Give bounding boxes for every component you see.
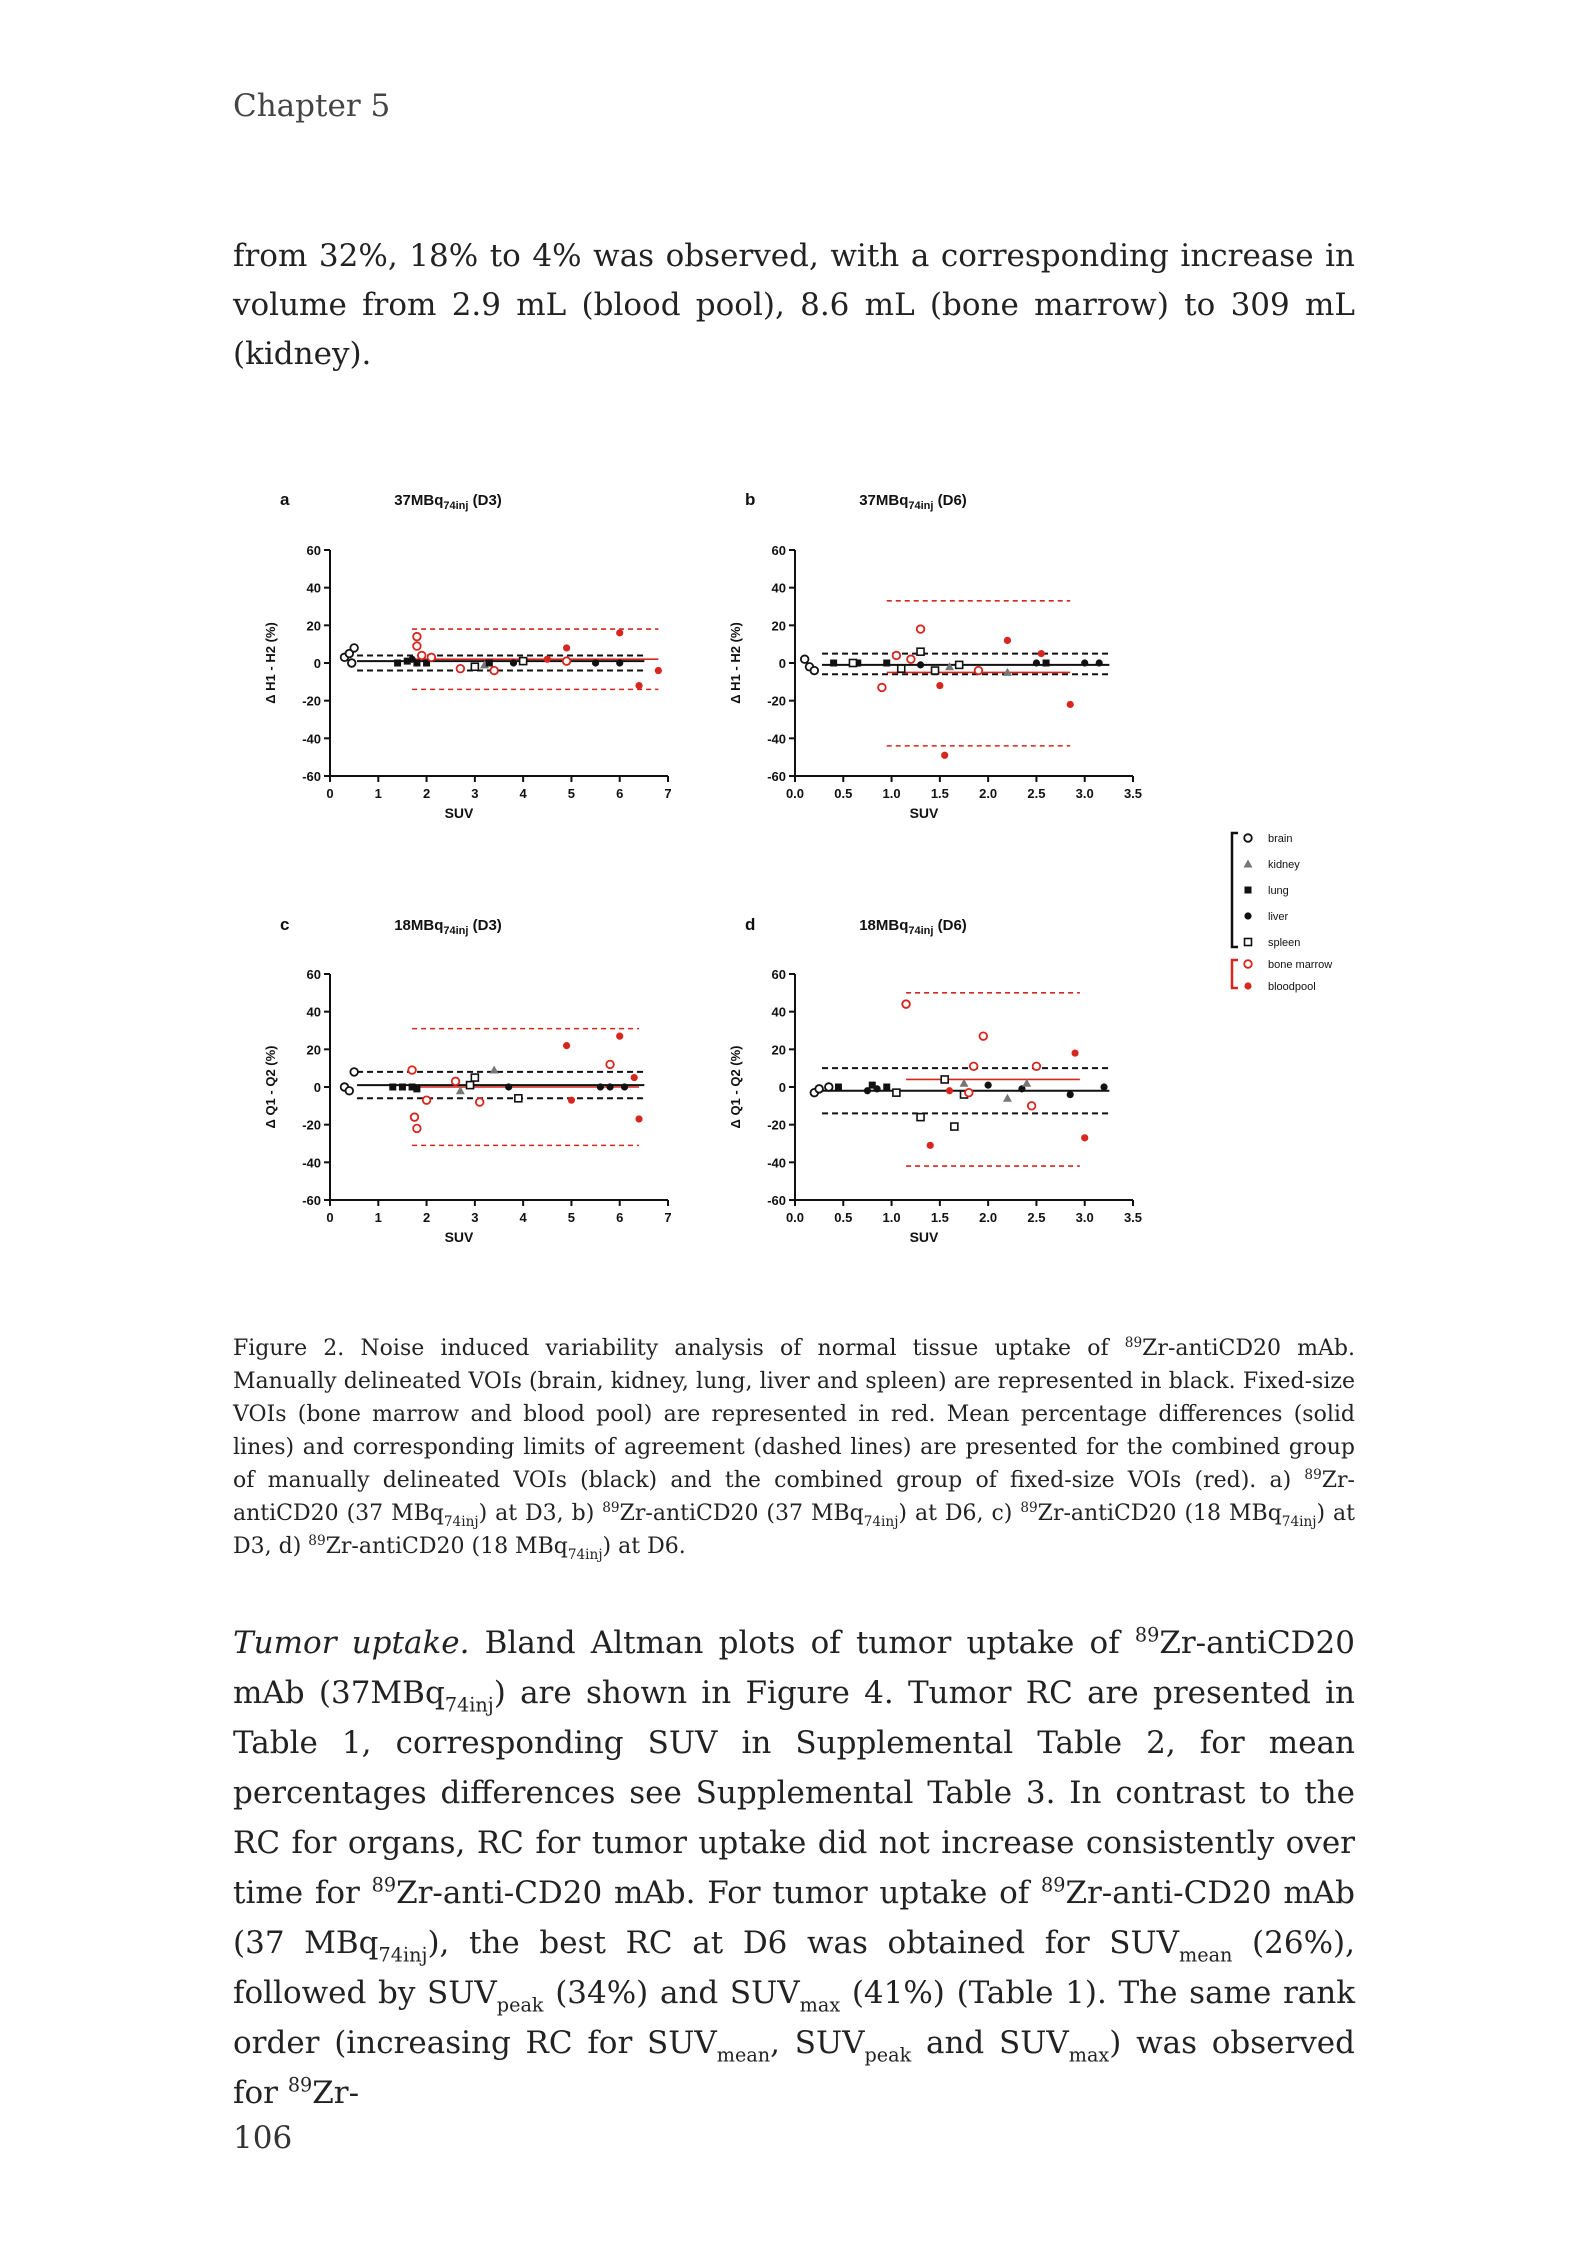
brain-point	[825, 1083, 833, 1091]
panel-a	[263, 490, 672, 821]
caption-text: Figure 2. Noise induced variability analysis of normal tissue uptake of	[233, 1336, 1125, 1361]
x-tick-label: 1.5	[930, 1210, 949, 1225]
lung-point	[413, 1085, 420, 1092]
panel-title-main: 18MBq	[394, 917, 444, 934]
panel-title	[859, 917, 967, 937]
x-tick-label: 7	[664, 1210, 672, 1225]
lung-point	[883, 1084, 890, 1091]
para-sub: peak	[496, 1993, 544, 2017]
panel-title	[394, 917, 502, 937]
y-tick-label: -20	[302, 693, 321, 709]
legend-bracket-manual	[1232, 833, 1238, 947]
legend-label: kidney	[1268, 859, 1300, 871]
legend-label: bloodpool	[1268, 981, 1316, 993]
marrow-point	[1028, 1102, 1036, 1110]
y-axis-label: Δ Q1 - Q2 (%)	[263, 1045, 278, 1129]
liver-point	[1081, 659, 1088, 666]
para-sup: 89	[371, 1873, 397, 1897]
liver-point	[864, 1087, 871, 1094]
blood-point	[635, 1115, 642, 1122]
para-text: Bland Altman plots of tumor uptake of	[469, 1625, 1135, 1661]
panel-letter: b	[745, 490, 756, 509]
caption-sub: 74inj	[1281, 1514, 1317, 1531]
x-tick-label: 6	[616, 786, 624, 801]
para-sup: 89	[287, 2073, 313, 2097]
panel-title-sub: 74inj	[443, 500, 469, 512]
marrow-point	[1244, 960, 1252, 968]
y-tick-label: -60	[302, 1193, 321, 1208]
kidney-point	[1003, 1094, 1012, 1102]
lung-point	[835, 1084, 842, 1091]
marrow-point	[413, 1125, 421, 1133]
marrow-point	[418, 652, 426, 660]
brain-point	[1244, 834, 1252, 842]
para-sub: mean	[716, 2043, 771, 2067]
para-text: and SUV	[911, 2025, 1069, 2061]
legend-label: lung	[1268, 885, 1289, 897]
panel-title	[394, 492, 502, 512]
marrow-point	[411, 1113, 419, 1121]
panel-title-main: 18MBq	[859, 917, 909, 934]
body-paragraph-2	[233, 1618, 1355, 2118]
para-text: (34%) and SUV	[543, 1975, 800, 2011]
marrow-point	[965, 1089, 973, 1097]
marrow-point	[490, 667, 498, 675]
y-tick-label: 40	[771, 1004, 786, 1020]
para-sub: 74inj	[378, 1943, 428, 1967]
spleen-point	[849, 660, 856, 667]
blood-point	[1038, 650, 1045, 657]
blood-point	[1004, 637, 1011, 644]
spleen-point	[471, 663, 478, 670]
marrow-point	[907, 655, 915, 663]
liver-point	[1096, 659, 1103, 666]
y-tick-label: -60	[767, 769, 786, 784]
para-text: ) was observed for	[233, 2025, 1356, 2111]
brain-point	[350, 1068, 358, 1076]
y-tick-label: -20	[767, 1117, 786, 1133]
blood-point	[568, 1097, 575, 1104]
marrow-point	[893, 652, 901, 660]
x-tick-label: 5	[567, 786, 576, 801]
x-tick-label: 1	[374, 786, 382, 801]
running-header: Chapter 5	[233, 88, 391, 124]
y-tick-label: -20	[767, 693, 786, 709]
x-tick-label: 0	[326, 786, 334, 801]
liver-point	[621, 1083, 628, 1090]
y-tick-label: -40	[767, 731, 786, 747]
body-paragraph-1: from 32%, 18% to 4% was observed, with a corresponding increase in volume from 2.9 mL (blood pool), 8.6 mL (bone marrow) to 309 mL (kidney).	[233, 238, 1355, 372]
x-tick-label: 2.5	[1027, 786, 1046, 801]
y-tick-label: 20	[306, 1042, 321, 1058]
panel-title-suffix: (D3)	[468, 492, 502, 509]
y-tick-label: 60	[306, 543, 321, 558]
y-tick-label: -60	[767, 1193, 786, 1208]
marrow-point	[917, 625, 925, 633]
x-tick-label: 0.5	[834, 786, 853, 801]
marrow-point	[902, 1000, 910, 1008]
panel-title-suffix: (D3)	[468, 917, 502, 934]
para-sub: 74inj	[444, 1693, 494, 1717]
spleen-point	[951, 1123, 958, 1130]
para-text: , SUV	[770, 2025, 865, 2061]
marrow-point	[413, 642, 421, 650]
liver-point	[597, 1083, 604, 1090]
caption-text: Zr-antiCD20 (18 MBq	[1037, 1501, 1282, 1526]
y-tick-label: 60	[306, 967, 321, 982]
marrow-point	[975, 667, 983, 675]
brain-point	[801, 655, 809, 663]
liver-point	[616, 659, 623, 666]
marrow-point	[413, 633, 421, 641]
y-axis-label: Δ Q1 - Q2 (%)	[728, 1045, 743, 1129]
para-text: Zr-anti-CD20 mAb (37 MBq	[233, 1875, 1355, 1961]
para-text: (41%) (Table 1). The same rank order (increasing RC for SUV	[233, 1975, 1355, 2061]
para-sub: max	[799, 1993, 841, 2017]
panel-letter: a	[280, 490, 290, 509]
blood-point	[1081, 1134, 1088, 1141]
x-axis-label: SUV	[909, 805, 939, 821]
marrow-point	[980, 1032, 988, 1040]
liver-point	[505, 1083, 512, 1090]
x-tick-label: 0.0	[785, 1210, 805, 1225]
x-axis-label: SUV	[909, 1229, 939, 1245]
legend-label: spleen	[1268, 937, 1301, 949]
spleen-point	[917, 1114, 924, 1121]
spleen-point	[520, 658, 527, 665]
x-tick-label: 3.5	[1123, 1210, 1143, 1225]
legend-bracket-fixed	[1232, 960, 1238, 988]
panel-letter: c	[280, 915, 290, 934]
spleen-point	[893, 1089, 900, 1096]
x-tick-label: 1	[374, 1210, 382, 1225]
kidney-point	[490, 1066, 499, 1074]
x-tick-label: 0.5	[834, 1210, 853, 1225]
y-tick-label: 60	[771, 967, 786, 982]
caption-sup: 89	[1124, 1334, 1143, 1351]
x-tick-label: 1.0	[882, 786, 901, 801]
caption-sup: 89	[1304, 1466, 1322, 1483]
panel-title-sub: 74inj	[908, 925, 934, 937]
panel-title	[859, 492, 967, 512]
panel-title-sub: 74inj	[908, 500, 934, 512]
liver-point	[606, 1083, 613, 1090]
blood-point	[544, 656, 551, 663]
blood-point	[1071, 1050, 1078, 1057]
x-tick-label: 4	[519, 1210, 527, 1225]
blood-point	[1244, 982, 1251, 989]
para-text: Zr-anti-CD20 mAb. For tumor uptake of	[396, 1875, 1041, 1911]
y-tick-label: 0	[313, 656, 321, 671]
marrow-point	[606, 1061, 614, 1069]
x-axis-label: SUV	[444, 1229, 474, 1245]
lung-point	[389, 1084, 396, 1091]
y-tick-label: -40	[302, 1155, 321, 1171]
marrow-point	[452, 1078, 460, 1086]
x-tick-label: 7	[664, 786, 672, 801]
marrow-point	[970, 1062, 978, 1070]
liver-point	[592, 659, 599, 666]
para-text: (26%), followed by SUV	[233, 1925, 1355, 2011]
liver-point	[1100, 1083, 1107, 1090]
blood-point	[635, 682, 642, 689]
lung-point	[830, 660, 837, 667]
panel-title-main: 37MBq	[394, 492, 444, 509]
spleen-point	[1245, 939, 1252, 946]
blood-point	[927, 1142, 934, 1149]
panel-letter: d	[745, 915, 756, 934]
lung-point	[1043, 660, 1050, 667]
lung-point	[883, 660, 890, 667]
liver-point	[1244, 912, 1251, 919]
paragraph-lead: Tumor uptake.	[233, 1625, 470, 1661]
y-tick-label: 20	[306, 618, 321, 634]
caption-text: ) at D3, d)	[233, 1501, 1355, 1559]
caption-sup: 89	[308, 1532, 326, 1549]
brain-point	[811, 667, 819, 675]
blood-point	[946, 1087, 953, 1094]
para-sup: 89	[1134, 1623, 1160, 1647]
liver-point	[985, 1082, 992, 1089]
y-axis-label: Δ H1 - H2 (%)	[728, 622, 743, 704]
brain-point	[815, 1085, 823, 1093]
liver-point	[408, 656, 415, 663]
x-tick-label: 3	[471, 786, 479, 801]
spleen-point	[941, 1076, 948, 1083]
lung-point	[394, 660, 401, 667]
page-number: 106	[233, 2120, 293, 2156]
caption-sup: 89	[602, 1499, 620, 1516]
marrow-point	[408, 1066, 416, 1074]
blood-point	[941, 752, 948, 759]
liver-point	[1033, 659, 1040, 666]
x-tick-label: 2	[422, 786, 431, 801]
caption-text: ) at D3, b)	[478, 1501, 603, 1526]
legend-label: liver	[1268, 911, 1289, 923]
panel-c	[263, 915, 672, 1245]
lung-point	[399, 1084, 406, 1091]
marrow-point	[1033, 1062, 1041, 1070]
x-tick-label: 5	[567, 1210, 576, 1225]
y-tick-label: 0	[778, 1080, 786, 1095]
marrow-point	[428, 654, 436, 662]
lung-point	[486, 660, 493, 667]
figure-2	[230, 470, 1380, 1270]
panel-title-sub: 74inj	[443, 925, 469, 937]
marrow-point	[457, 665, 465, 673]
x-tick-label: 2.5	[1027, 1210, 1046, 1225]
x-tick-label: 2.0	[979, 1210, 998, 1225]
marrow-point	[563, 657, 571, 665]
marrow-point	[476, 1098, 484, 1106]
blood-point	[655, 667, 662, 674]
x-tick-label: 3	[471, 1210, 479, 1225]
y-tick-label: -60	[302, 769, 321, 784]
caption-text: Zr-antiCD20 (37 MBq	[619, 1501, 864, 1526]
y-tick-label: -40	[767, 1155, 786, 1171]
marrow-point	[878, 684, 886, 692]
brain-point	[348, 659, 356, 667]
legend-label: bone marrow	[1268, 959, 1333, 971]
para-text: ) are shown in Figure 4. Tumor RC are presented in Table 1, corresponding SUV in Supplemental Table 2, for mean percentages differences see Supplemental Table 3. In contrast to the RC for organs, RC for tumor uptake did not increase consistently over time for	[233, 1675, 1356, 1911]
caption-sub: 74inj	[863, 1514, 899, 1531]
x-tick-label: 1.0	[882, 1210, 901, 1225]
para-text: Zr-	[312, 2075, 360, 2111]
caption-text: ) at D6.	[602, 1534, 686, 1559]
legend-label: brain	[1268, 833, 1293, 845]
y-tick-label: 20	[771, 1042, 786, 1058]
y-tick-label: 40	[771, 580, 786, 596]
x-tick-label: 0	[326, 1210, 334, 1225]
y-tick-label: 60	[771, 543, 786, 558]
brain-point	[346, 1087, 354, 1095]
spleen-point	[471, 1074, 478, 1081]
y-tick-label: 40	[306, 1004, 321, 1020]
caption-sub: 74inj	[443, 1514, 479, 1531]
lung-point	[1245, 887, 1252, 894]
caption-text: Zr-antiCD20 (37 MBq	[233, 1468, 1355, 1526]
x-tick-label: 2.0	[979, 786, 998, 801]
para-text: ), the best RC at D6 was obtained for SUV	[427, 1925, 1180, 1961]
y-axis-label: Δ H1 - H2 (%)	[263, 622, 278, 704]
para-sub: max	[1068, 2043, 1110, 2067]
x-axis-label: SUV	[444, 805, 474, 821]
x-tick-label: 3.0	[1075, 1210, 1094, 1225]
caption-text: Zr-antiCD20 (18 MBq	[325, 1534, 568, 1559]
y-tick-label: 40	[306, 580, 321, 596]
panel-b	[728, 490, 1142, 821]
liver-point	[873, 1085, 880, 1092]
blood-point	[563, 1042, 570, 1049]
blood-point	[616, 1033, 623, 1040]
brain-point	[350, 644, 358, 652]
spleen-point	[956, 661, 963, 668]
x-tick-label: 0.0	[785, 786, 805, 801]
x-tick-label: 3.5	[1123, 786, 1143, 801]
x-tick-label: 3.0	[1075, 786, 1094, 801]
blood-point	[631, 1074, 638, 1081]
legend	[1232, 833, 1332, 993]
spleen-point	[917, 648, 924, 655]
spleen-point	[898, 665, 905, 672]
x-tick-label: 2	[422, 1210, 431, 1225]
y-tick-label: -20	[302, 1117, 321, 1133]
panel-title-suffix: (D6)	[933, 492, 967, 509]
para-text: Zr-antiCD20 mAb (37MBq	[233, 1625, 1355, 1711]
caption-text: Zr-antiCD20 mAb. Manually delineated VOIs (brain, kidney, lung, liver and spleen) are represented in black. Fixed-size VOIs (bone marrow and blood pool) are represented in red. Mean percentage differences (solid lines) and corresponding limits of agreement (dashed lines) are presented for the combined group of manually delineated VOIs (black) and the combined group of fixed-size VOIs (red). a)	[233, 1336, 1356, 1493]
x-tick-label: 1.5	[930, 786, 949, 801]
caption-sup: 89	[1020, 1499, 1038, 1516]
x-tick-label: 4	[519, 786, 527, 801]
y-tick-label: 20	[771, 618, 786, 634]
marrow-point	[423, 1096, 431, 1104]
blood-point	[616, 629, 623, 636]
y-tick-label: 0	[778, 656, 786, 671]
kidney-point	[1244, 860, 1253, 868]
para-sub: peak	[864, 2043, 912, 2067]
para-sup: 89	[1041, 1873, 1066, 1897]
panel-title-suffix: (D6)	[933, 917, 967, 934]
bland-altman-figure	[230, 470, 1380, 1270]
blood-point	[563, 644, 570, 651]
spleen-point	[515, 1095, 522, 1102]
caption-sub: 74inj	[567, 1547, 603, 1564]
x-tick-label: 6	[616, 1210, 624, 1225]
spleen-point	[932, 667, 939, 674]
blood-point	[936, 682, 943, 689]
y-tick-label: -40	[302, 731, 321, 747]
liver-point	[917, 661, 924, 668]
liver-point	[510, 659, 517, 666]
figure-caption	[233, 1332, 1355, 1563]
blood-point	[1067, 701, 1074, 708]
para-sub: mean	[1179, 1943, 1233, 1967]
kidney-point	[945, 662, 954, 670]
liver-point	[1067, 1091, 1074, 1098]
spleen-point	[467, 1082, 474, 1089]
caption-text: ) at D6, c)	[898, 1501, 1021, 1526]
panel-d	[728, 915, 1142, 1245]
panel-title-main: 37MBq	[859, 492, 909, 509]
y-tick-label: 0	[313, 1080, 321, 1095]
